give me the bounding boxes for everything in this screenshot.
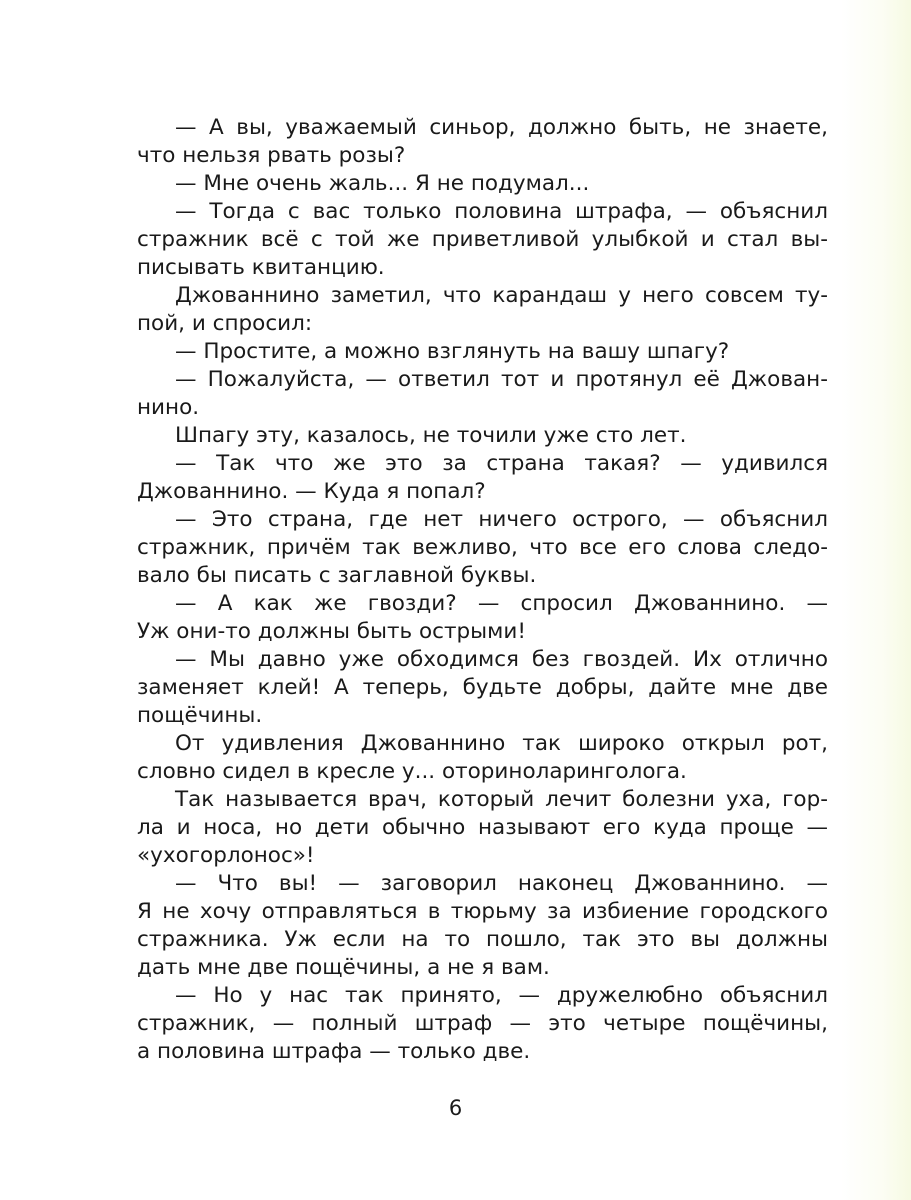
text-line: — Так что же это за страна такая? — удивился [175,451,828,476]
text-line: что нельзя рвать розы? [137,143,406,168]
text-line: От удивления Джованнино так широко открыл рот, [175,731,828,756]
text-line: — Но у нас так принято, — дружелюбно объяснил [175,983,828,1008]
text-line: стражник, — полный штраф — это четыре пощёчины, [137,1011,828,1036]
text-line: «ухогорлонос»! [137,843,315,868]
text-line: стражника. Уж если на то пошло, так это вы должны [137,927,828,952]
page-edge-shading [841,0,911,1200]
text-line: заменяет клей! А теперь, будьте добры, дайте мне две [137,675,828,700]
text-line: Уж они-то должны быть острыми! [137,619,526,644]
text-line: ла и носа, но дети обычно называют его куда проще — [137,815,828,840]
text-line: — Тогда с вас только половина штрафа, — объяснил [175,199,828,224]
text-line: — А как же гвозди? — спросил Джованнино. — [175,591,828,616]
text-line: нино. [137,395,200,420]
text-line: словно сидел в кресле у... оториноларинголога. [137,759,687,784]
text-line: вало бы писать с заглавной буквы. [137,563,537,588]
text-line: — Мне очень жаль... Я не подумал... [175,171,590,196]
text-line: — Мы давно уже обходимся без гвоздей. Их отлично [175,647,828,672]
text-line: Джованнино заметил, что карандаш у него совсем ту- [175,283,828,308]
text-line: Шпагу эту, казалось, не точили уже сто лет. [175,423,687,448]
text-line: — Что вы! — заговорил наконец Джованнино. — [175,871,828,896]
text-line: пой, и спросил: [137,311,313,336]
text-line: дать мне две пощёчины, а не я вам. [137,955,550,980]
text-line: писывать квитанцию. [137,255,385,280]
text-line: — Это страна, где нет ничего острого, — объяснил [175,507,828,532]
text-line: стражник, причём так вежливо, что все его слова следо- [137,535,828,560]
text-line: — Простите, а можно взглянуть на вашу шпагу? [175,339,730,364]
text-line: Джованнино. — Куда я попал? [137,479,486,504]
page-number: 6 [448,1096,463,1120]
text-line: Я не хочу отправляться в тюрьму за избиение городского [137,899,828,924]
text-line: — А вы, уважаемый синьор, должно быть, не знаете, [175,115,828,140]
text-line: — Пожалуйста, — ответил тот и протянул её Джован- [175,367,828,392]
text-line: стражник всё с той же приветливой улыбкой и стал вы- [137,227,828,252]
text-line: а половина штрафа — только две. [137,1039,531,1064]
text-line: пощёчины. [137,703,263,728]
page-body-text [137,114,828,1066]
text-line: Так называется врач, который лечит болезни уха, гор- [175,787,828,812]
